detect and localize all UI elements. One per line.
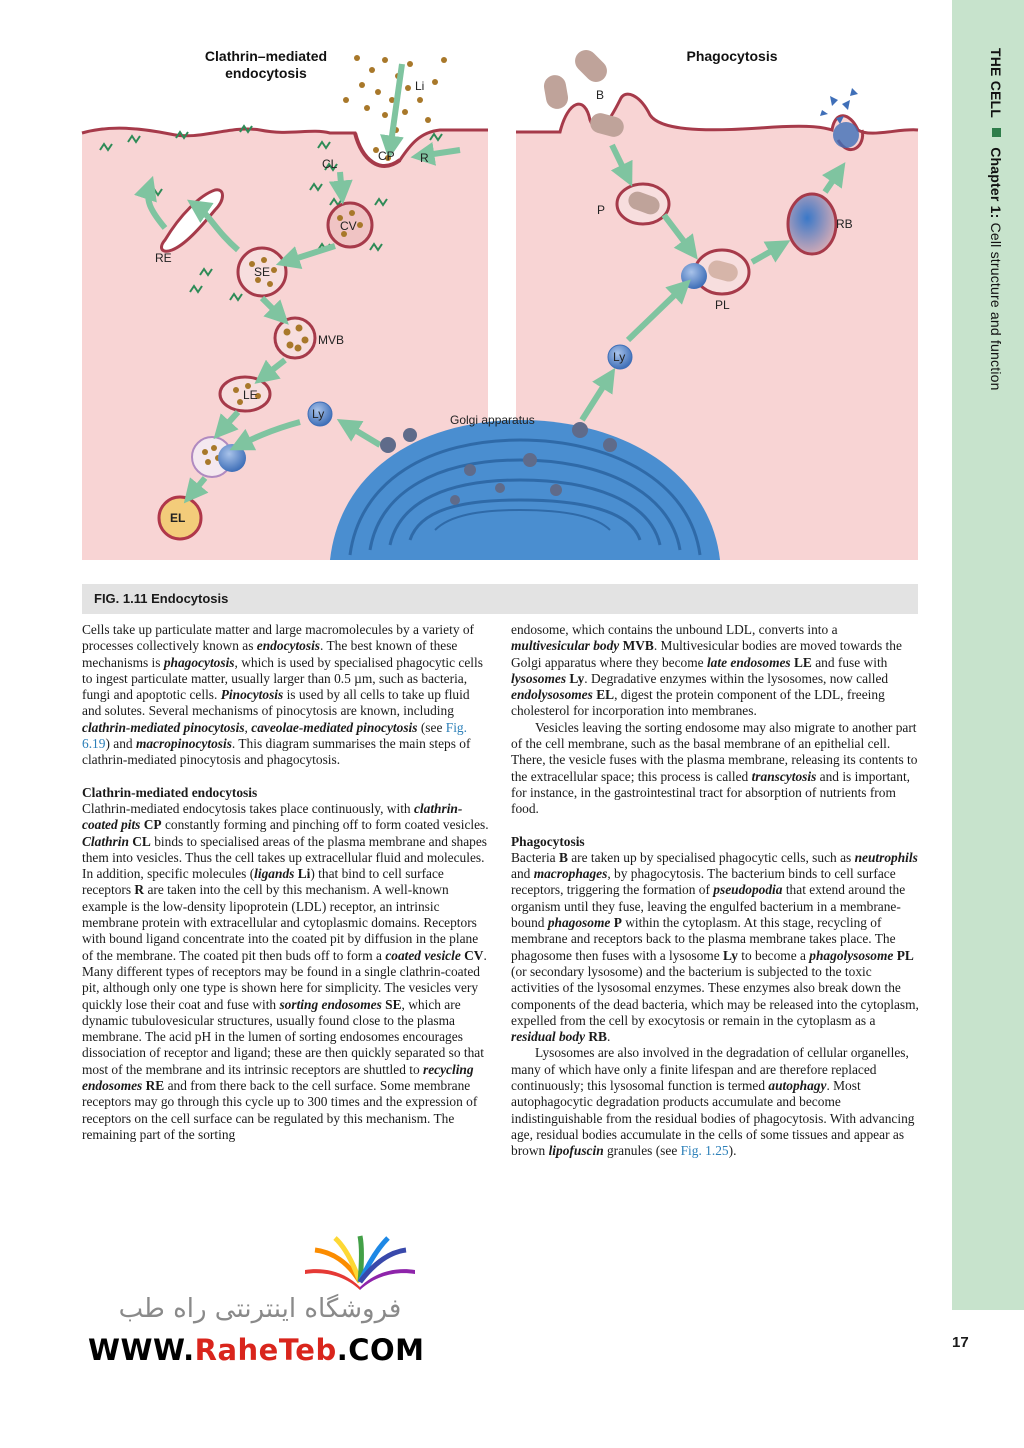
- left-panel-title: Clathrin–mediated: [204, 48, 328, 64]
- emphasis-term: Ly: [569, 670, 585, 686]
- emphasis-term: RE: [145, 1078, 165, 1094]
- residual-body: [788, 194, 836, 254]
- emphasis-term: ligands: [254, 866, 295, 882]
- emphasis-term: endolysosomes: [511, 687, 593, 703]
- label-golgi: Golgi apparatus: [450, 413, 535, 427]
- emphasis-term: SE: [385, 996, 402, 1012]
- text-run: binds to specialised areas of the plasma membrane and shapes them into vesicles. Thus the cell takes up extracellular fluid and molecules. In addition, specific molecules (: [82, 833, 488, 882]
- text-run: endosome, which contains the unbound LDL, converts into a: [511, 622, 838, 637]
- label-li: Li: [415, 79, 425, 93]
- text-run: ,: [244, 719, 252, 735]
- emphasis-term: sorting endosomes: [279, 996, 382, 1012]
- text-run: and: [511, 866, 534, 882]
- endocytosis-diagram: [0, 0, 940, 570]
- emphasis-term: Li: [297, 866, 311, 882]
- page-number: 17: [952, 1334, 969, 1351]
- label-le: LE: [243, 388, 258, 402]
- text-run: ) and: [105, 736, 136, 752]
- watermark-persian: فروشگاه اینترنتی راه طب: [118, 1294, 402, 1324]
- text-column-left: [82, 622, 490, 1143]
- text-run: Vesicles leaving the sorting endosome may also migrate to another part of the cell membrane, such as the basal membrane of an epithelial cell. There, the vesicle fuses with the plasma membrane, releasing its contents to the extracellular space; this process is called: [511, 719, 918, 784]
- emphasis-term: PL: [896, 947, 914, 963]
- emphasis-term: residual body: [511, 1029, 586, 1045]
- label-ly-left: Ly: [312, 407, 325, 421]
- emphasis-term: B: [558, 849, 568, 865]
- label-p: P: [597, 203, 606, 217]
- endocytosis-figure: [0, 0, 940, 570]
- section-title: THE CELL: [988, 48, 1004, 119]
- text-run: Lysosomes are also involved in the degradation of cellular organelles, many of which have only a finite lifespan and are therefore replaced continuously; this lysosomal function is termed: [511, 1045, 909, 1094]
- emphasis-term: clathrin-coated pits: [82, 800, 463, 833]
- emphasis-term: neutrophils: [854, 849, 918, 865]
- emphasis-term: CP: [143, 817, 162, 833]
- emphasis-term: Pinocytosis: [220, 687, 284, 703]
- figure-caption: FIG. 1.11 Endocytosis: [94, 591, 229, 606]
- emphasis-term: CV: [464, 947, 484, 963]
- emphasis-term: EL: [596, 687, 615, 703]
- text-run: , which is used by specialised phagocytic cells to ingest particulate matter, usually larger than 0.5 µm, such as bacteria, fungi and apoptotic cells.: [82, 654, 483, 703]
- label-cl: CL: [322, 157, 338, 171]
- emphasis-term: macropinocytosis: [135, 736, 232, 752]
- text-run: ).: [728, 1143, 737, 1159]
- text-run: are taken into the cell by this mechanism. A well-known example is the low-density lipoprotein (LDL) receptor, an intrinsic membrane protein with extracellular and cytoplasmic domains. Receptors with bound ligand concentrate into the coated pit by diffusion in the plane of the membrane. The coated pit then buds off to form a: [82, 882, 479, 963]
- emphasis-term: coated vesicle: [385, 947, 461, 963]
- emphasis-term: autophagy: [768, 1078, 827, 1094]
- label-se: SE: [254, 265, 271, 279]
- emphasis-term: RB: [588, 1029, 607, 1045]
- label-pl: PL: [715, 298, 730, 312]
- label-re: RE: [155, 251, 172, 265]
- chapter-title: Cell structure and function: [988, 222, 1004, 391]
- emphasis-term: phagocytosis: [163, 654, 235, 670]
- emphasis-term: multivesicular body: [511, 638, 620, 654]
- emphasis-term: lipofuscin: [548, 1143, 604, 1159]
- emphasis-term: LE: [794, 654, 812, 670]
- emphasis-term: R: [134, 882, 145, 898]
- text-run: . Many different types of receptors may be found in a single clathrin-coated pit, although only one type is shown here for simplicity. The vesicles very quickly lose their coat and fuse with: [82, 947, 487, 1012]
- phagocytosis-paragraph: [511, 850, 919, 1046]
- heading-clathrin: Clathrin-mediated endocytosis: [82, 784, 258, 800]
- emphasis-term: MVB: [622, 638, 654, 654]
- url-prefix: WWW.: [88, 1333, 195, 1367]
- chapter-label: Chapter 1:: [988, 147, 1004, 219]
- text-run: (see: [417, 719, 446, 735]
- endosome-paragraph: [511, 622, 919, 720]
- figure-ref-link[interactable]: Fig. 6.19: [82, 719, 467, 752]
- text-run: , by phagocytosis. The bacterium binds to cell surface receptors, triggering the formation of: [511, 866, 896, 898]
- text-run: within the cytoplasm. At this stage, recycling of membrane and receptors back to the plasma membrane takes place. The phagosome then fuses with a lysosome: [511, 915, 896, 963]
- label-cp: CP: [378, 149, 395, 163]
- emphasis-term: Clathrin: [82, 833, 129, 849]
- text-run: granules (see: [603, 1143, 681, 1159]
- emphasis-term: phagolysosome: [809, 947, 894, 963]
- emphasis-term: Ly: [723, 947, 738, 963]
- text-run: to become a: [737, 947, 810, 963]
- text-run: and fuse with: [811, 654, 888, 670]
- clathrin-paragraph: [82, 801, 490, 1143]
- emphasis-term: pseudopodia: [713, 882, 783, 898]
- text-run: , digest the protein component of the LDL, freeing cholesterol for incorporation into membranes.: [511, 687, 885, 719]
- right-panel-title: Phagocytosis: [686, 48, 778, 64]
- text-run: .: [607, 1029, 611, 1045]
- text-run: . The best known of these mechanisms is: [82, 638, 458, 670]
- text-run: . This diagram summarises the main steps of clathrin-mediated pinocytosis and phagocytosis.: [82, 736, 471, 768]
- book-logo-icon: [300, 1232, 420, 1292]
- emphasis-term: transcytosis: [751, 768, 817, 784]
- text-run: . Most autophagocytic degradation products accumulate and become indistinguishable from the residual bodies of phagocytosis. With advancing age, residual bodies accumulate in the cells of some tissues and appear as brown: [511, 1078, 915, 1159]
- chapter-running-head: [988, 48, 1004, 391]
- text-run: Cells take up particulate matter and large macromolecules by a variety of processes collectively known as: [82, 622, 475, 654]
- text-run: . Multivesicular bodies are moved towards the Golgi apparatus where they become: [511, 638, 902, 670]
- text-run: Bacteria: [511, 849, 559, 865]
- autophagy-paragraph: [511, 1045, 919, 1159]
- text-run: ) that bind to cell surface receptors: [82, 866, 444, 898]
- emphasis-term: lysosomes: [511, 670, 567, 686]
- watermark-url: [88, 1333, 425, 1367]
- left-panel-title-2: endocytosis: [225, 65, 307, 81]
- emphasis-term: phagosome: [547, 915, 611, 931]
- text-run: and is important, for instance, in the gastrointestinal tract for absorption of nutrients from food.: [511, 768, 911, 817]
- label-b: B: [596, 88, 605, 102]
- text-run: constantly forming and pinching off to form coated vesicles.: [161, 817, 489, 833]
- emphasis-term: recycling endosomes: [82, 1061, 474, 1094]
- text-run: . Degradative enzymes within the lysosomes, now called: [584, 670, 889, 686]
- figure-ref-link[interactable]: Fig. 1.25: [680, 1143, 729, 1159]
- text-run: that extend around the organism until they fuse, leaving the engulfed bacterium in a membrane-bound: [511, 882, 906, 931]
- intro-paragraph: [82, 622, 490, 769]
- url-suffix: .COM: [336, 1333, 425, 1367]
- emphasis-term: macrophages: [533, 866, 608, 882]
- square-bullet-icon: [992, 128, 1001, 137]
- emphasis-term: endocytosis: [256, 638, 321, 654]
- label-el: EL: [170, 511, 186, 525]
- label-mvb: MVB: [318, 333, 345, 347]
- multivesicular-body: [275, 318, 315, 358]
- text-column-right: [511, 622, 919, 1160]
- emphasis-term: caveolae-mediated pinocytosis: [251, 719, 418, 735]
- emphasis-term: late endosomes: [706, 654, 791, 670]
- text-run: , which are dynamic tubulovesicular structures, usually found close to the plasma membrane. The acid pH in the lumen of sorting endosomes encourages dissociation of receptor and ligand; these are then quickly separated so that most of the membrane and its intrinsic receptors are shuttled to: [82, 996, 484, 1077]
- emphasis-term: P: [613, 915, 622, 931]
- label-cv: CV: [340, 219, 357, 233]
- label-rb: RB: [836, 217, 853, 231]
- transcytosis-paragraph: [511, 720, 919, 818]
- bacterium-outside: [570, 45, 611, 86]
- emphasis-term: CL: [132, 833, 151, 849]
- heading-phagocytosis: Phagocytosis: [511, 833, 585, 849]
- text-run: and from there back to the cell surface. Some membrane receptors may go through this cycle up to 300 times and the expression of receptors on the cell surface can be regulated by this mechanism. The remaining part of the sorting: [82, 1078, 478, 1142]
- label-r: R: [420, 151, 429, 165]
- text-run: Clathrin-mediated endocytosis takes place continuously, with: [82, 800, 414, 816]
- url-brand: RaheTeb: [194, 1333, 337, 1367]
- label-ly-right: Ly: [613, 350, 626, 364]
- text-run: are taken up by specialised phagocytic cells, such as: [567, 849, 855, 865]
- text-run: (or secondary lysosome) and the bacterium is subjected to the toxic activities of the lysosomal enzymes. These enzymes also break down the components of the dead bacteria, which may be released into the cytoplasm, expelled from the cell by exocytosis or remain in the cytoplasm as a: [511, 963, 919, 1028]
- text-run: is used by all cells to take up fluid and solutes. Several mechanisms of pinocytosis are known, including: [82, 687, 470, 719]
- emphasis-term: clathrin-mediated pinocytosis: [82, 719, 245, 735]
